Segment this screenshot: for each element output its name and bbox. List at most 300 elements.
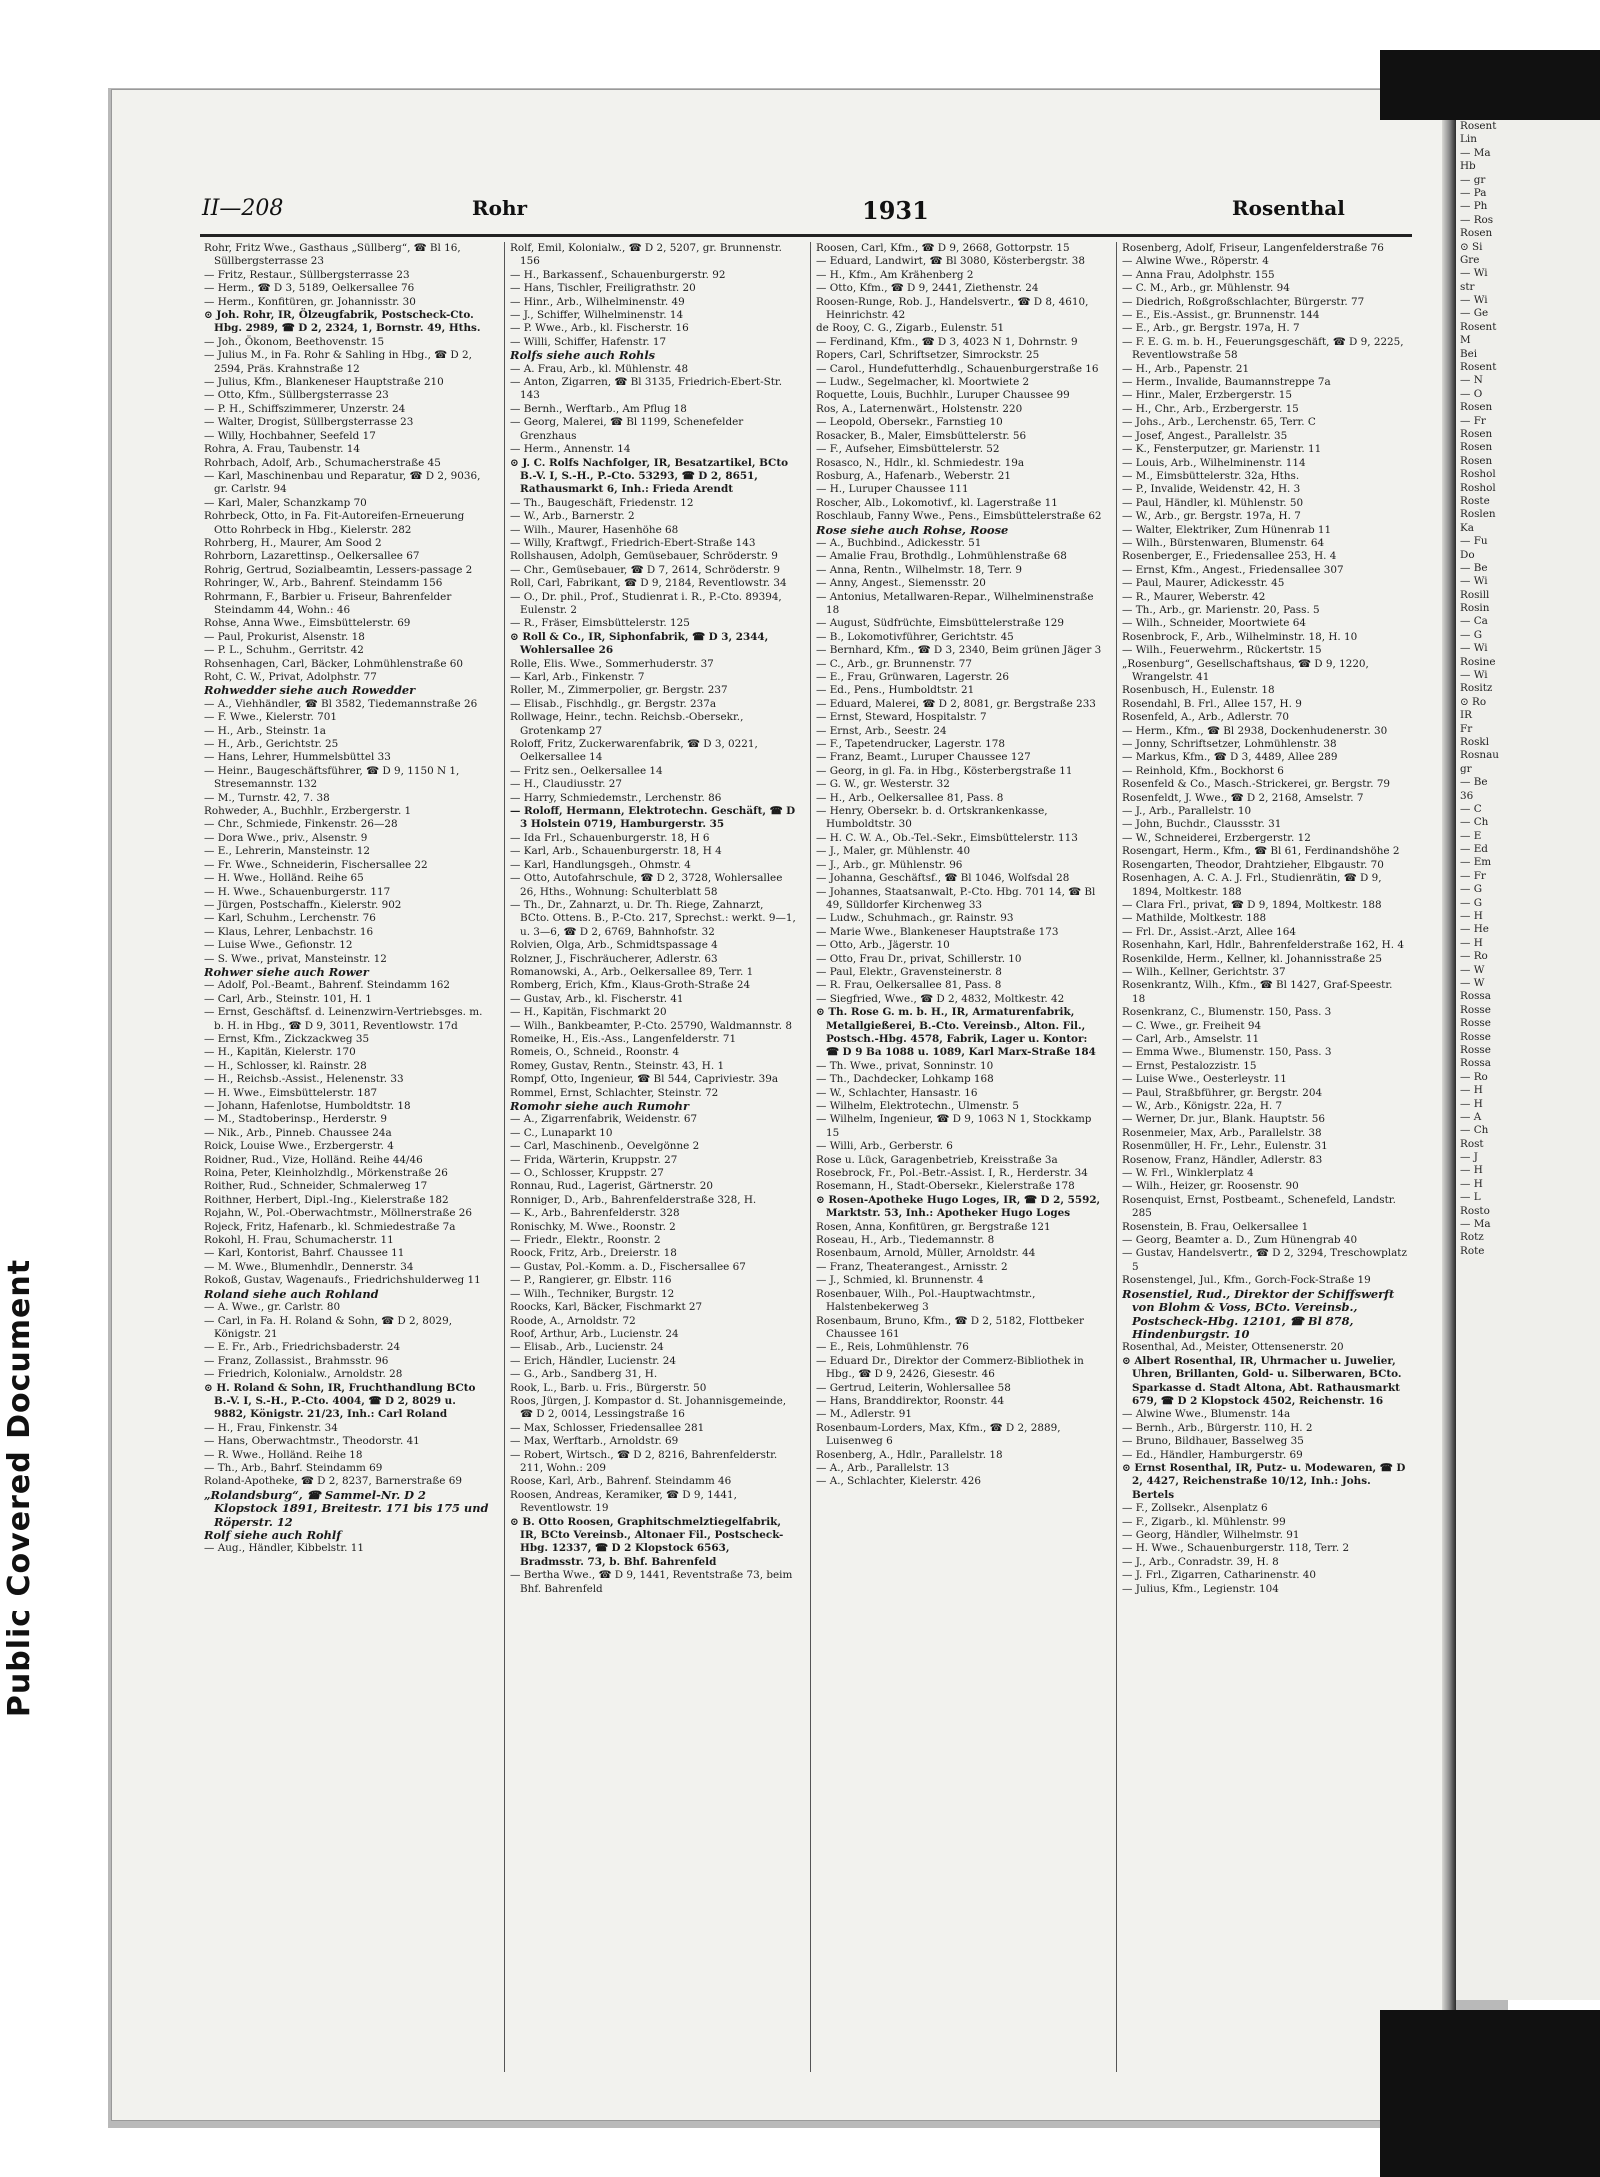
directory-entry: — B., Lokomotivführer, Gerichtstr. 45 xyxy=(816,630,1014,643)
directory-entry: ⊙ Roll & Co., IR, Siphonfabrik, ☎ D 3, 2344, Wohlersallee 26 xyxy=(510,630,769,657)
directory-entry: — Willy, Hochbahner, Seefeld 17 xyxy=(204,429,376,442)
directory-entry: — Willi, Arb., Gerberstr. 6 xyxy=(816,1140,953,1153)
directory-column-1 xyxy=(204,242,490,2072)
directory-entry: — M., Eimsbüttelerstr. 32a, Hths. xyxy=(1122,469,1300,482)
directory-entry: — Mathilde, Moltkestr. 188 xyxy=(1122,912,1267,925)
directory-entry: — A., Schlachter, Kielerstr. 426 xyxy=(816,1475,981,1488)
directory-entry: — W., Arb., gr. Bergstr. 197a, H. 7 xyxy=(1122,510,1301,523)
directory-entry: — Bernh., Arb., Bürgerstr. 110, H. 2 xyxy=(1122,1421,1313,1434)
directory-entry: — H., Reichsb.-Assist., Helenenstr. 33 xyxy=(204,1073,404,1086)
directory-entry: — Carl, Maschinenb., Oevelgönne 2 xyxy=(510,1140,700,1153)
next-page-fragment: — H xyxy=(1460,910,1483,923)
directory-entry: — Alwine Wwe., Blumenstr. 14a xyxy=(1122,1408,1291,1421)
next-page-fragment: — A xyxy=(1460,1110,1482,1123)
directory-entry: — Jonny, Schriftsetzer, Lohmühlenstr. 38 xyxy=(1122,738,1337,751)
directory-entry: — Aug., Händler, Kibbelstr. 11 xyxy=(204,1542,364,1555)
directory-entry: — Willy, Kraftwgf., Friedrich-Ebert-Straße 143 xyxy=(510,536,756,549)
directory-entry: Rohr, Fritz Wwe., Gasthaus „Süllberg“, ☎ Bl 16, Süllbergsterrasse 23 xyxy=(204,242,461,268)
next-page-fragment: — H xyxy=(1460,936,1483,949)
directory-entry: Ronischky, M. Wwe., Roonstr. 2 xyxy=(510,1220,676,1233)
directory-entry: — Walter, Drogist, Süllbergsterrasse 23 xyxy=(204,416,414,429)
directory-entry: — John, Buchdr., Claussstr. 31 xyxy=(1122,818,1282,831)
next-page-fragment: — H xyxy=(1460,1084,1483,1097)
directory-entry: — Th., Dachdecker, Lohkamp 168 xyxy=(816,1073,994,1086)
directory-entry: Rohrbeck, Otto, in Fa. Fit-Autoreifen-Erneuerung Otto Rohrbeck in Hbg., Kielerstr. 282 xyxy=(204,510,465,536)
next-page-fragment: Rosen xyxy=(1460,227,1493,240)
next-page-fragment: Rosse xyxy=(1460,1003,1491,1016)
directory-entry: — Paul, Maurer, Adickesstr. 45 xyxy=(1122,577,1285,590)
next-page-fragment: Roskl xyxy=(1460,735,1490,748)
directory-entry: — Joh., Ökonom, Beethovenstr. 15 xyxy=(204,335,385,348)
directory-entry: Romanowski, A., Arb., Oelkersallee 89, Terr. 1 xyxy=(510,965,754,978)
scan-border-top xyxy=(1380,50,1600,120)
directory-entry: Romey, Gustav, Rentn., Steinstr. 43, H. 1 xyxy=(510,1059,725,1072)
directory-entry: — Ernst, Arb., Seestr. 24 xyxy=(816,724,947,737)
directory-entry: — Gertrud, Leiterin, Wohlersallee 58 xyxy=(816,1381,1011,1394)
directory-entry: — Otto, Frau Dr., privat, Schillerstr. 10 xyxy=(816,952,1022,965)
next-page-fragment: Rosen xyxy=(1460,454,1493,467)
column-divider xyxy=(1116,242,1117,2072)
next-page-fragment: — Pa xyxy=(1460,186,1487,199)
next-page-fragment: — G xyxy=(1460,883,1482,896)
directory-entry: Rohrig, Gertrud, Sozialbeamtin, Lessers-passage 2 xyxy=(204,563,473,576)
directory-entry: Rosenbusch, H., Eulenstr. 18 xyxy=(1122,684,1275,697)
next-page-fragment: Rosse xyxy=(1460,1017,1491,1030)
directory-entry: — R., Maurer, Weberstr. 42 xyxy=(1122,590,1266,603)
directory-entry: — Siegfried, Wwe., ☎ D 2, 4832, Moltkestr. 42 xyxy=(816,992,1065,1005)
directory-entry: Rosacker, B., Maler, Eimsbüttelerstr. 56 xyxy=(816,429,1027,442)
directory-entry: ⊙ H. Roland & Sohn, IR, Fruchthandlung BCto B.-V. I, S.-H., P.-Cto. 4004, ☎ D 2, 8029 u. 9882, Königstr. 21/23, Inh.: Carl Roland xyxy=(204,1381,476,1421)
next-page-fragment: — Ros xyxy=(1460,213,1494,226)
directory-entry: — H., Frau, Finkenstr. 34 xyxy=(204,1421,338,1434)
directory-entry: Rohrborn, Lazarettinsp., Oelkersallee 67 xyxy=(204,550,420,563)
directory-entry: — R. Wwe., Holländ. Reihe 18 xyxy=(204,1448,363,1461)
directory-entry: — C., Lunaparkt 10 xyxy=(510,1126,613,1139)
directory-entry: — Gustav, Pol.-Komm. a. D., Fischersallee 67 xyxy=(510,1260,746,1273)
directory-entry: — Alwine Wwe., Röperstr. 4 xyxy=(1122,255,1269,268)
directory-entry: Rosenquist, Ernst, Postbeamt., Schenefeld, Landstr. 285 xyxy=(1122,1193,1396,1220)
page-header xyxy=(202,190,1422,230)
next-page-fragment: — Ma xyxy=(1460,146,1491,159)
directory-entry: ⊙ Ernst Rosenthal, IR, Putz- u. Modewaren, ☎ D 2, 4427, Reichenstraße 10/12, Inh.: Johs. Bertels xyxy=(1122,1461,1406,1501)
directory-entry: — Ernst, Geschäftsf. d. Leinenzwirn-Vertriebsges. m. b. H. in Hbg., ☎ D 9, 3011, Reventlowstr. 17d xyxy=(204,1006,483,1032)
directory-column-4 xyxy=(1122,242,1408,2072)
directory-entry: — Herm., Invalide, Baumannstreppe 7a xyxy=(1122,376,1331,389)
next-page-fragment: 36 xyxy=(1460,789,1474,802)
directory-entry: — Willi, Schiffer, Hafenstr. 17 xyxy=(510,335,667,348)
next-page-fragment: Rosse xyxy=(1460,1030,1491,1043)
directory-entry: Rosenmeier, Max, Arb., Parallelstr. 38 xyxy=(1122,1126,1322,1139)
directory-entry: Roocks, Karl, Bäcker, Fischmarkt 27 xyxy=(510,1301,703,1314)
directory-entry: — Anna Frau, Adolphstr. 155 xyxy=(1122,268,1275,281)
directory-entry: Rohweder, A., Buchhlr., Erzbergerstr. 1 xyxy=(204,805,412,818)
directory-entry: — C., Arb., gr. Brunnenstr. 77 xyxy=(816,657,972,670)
directory-entry: — E. Fr., Arb., Friedrichsbaderstr. 24 xyxy=(204,1341,401,1354)
directory-entry: Roosen-Runge, Rob. J., Handelsvertr., ☎ D 8, 4610, Heinrichstr. 42 xyxy=(816,295,1089,322)
directory-entry: — P., Rangierer, gr. Elbstr. 116 xyxy=(510,1274,672,1287)
next-page-fragment: Rosen xyxy=(1460,441,1493,454)
directory-heading: „Rolandsburg“, ☎ Sammel-Nr. D 2 Klopstock 1891, Breitestr. 171 bis 175 und Röperstr. 12 xyxy=(204,1487,489,1529)
directory-entry: — Ed., Pens., Humboldtstr. 21 xyxy=(816,684,975,697)
directory-entry: Rolzner, J., Fischräucherer, Adlerstr. 63 xyxy=(510,952,718,965)
directory-heading: Romohr siehe auch Rumohr xyxy=(510,1099,689,1113)
directory-entry: Rohrbach, Adolf, Arb., Schumacherstraße 45 xyxy=(204,456,441,469)
directory-entry: — H. Wwe., Eimsbüttelerstr. 187 xyxy=(204,1086,378,1099)
directory-entry: — E., Eis.-Assist., gr. Brunnenstr. 144 xyxy=(1122,309,1320,322)
next-page-fragment: Ka xyxy=(1460,521,1474,534)
next-page-fragment: — E xyxy=(1460,829,1482,842)
next-page-fragment: Rositz xyxy=(1460,682,1493,695)
directory-entry: Rosenfeld, A., Arb., Adlerstr. 70 xyxy=(1122,711,1290,724)
directory-entry: Rollwage, Heinr., techn. Reichsb.-Obersekr., Grotenkamp 27 xyxy=(510,711,744,737)
directory-entry: — Wilhelm, Elektrotechn., Ulmenstr. 5 xyxy=(816,1100,1019,1112)
directory-entry: — Fritz, Restaur., Süllbergsterrasse 23 xyxy=(204,268,410,281)
next-page-fragment: Rost xyxy=(1460,1137,1484,1150)
directory-entry: — W., Arb., Königstr. 22a, H. 7 xyxy=(1122,1100,1283,1112)
directory-entry: — Franz, Beamt., Luruper Chaussee 127 xyxy=(816,751,1031,764)
next-page-fragment: — Wi xyxy=(1460,642,1488,655)
directory-entry: Roller, M., Zimmerpolier, gr. Bergstr. 237 xyxy=(510,684,728,697)
next-page-fragment: Roshol xyxy=(1460,468,1496,481)
directory-entry: ⊙ Albert Rosenthal, IR, Uhrmacher u. Juwelier, Uhren, Brillanten, Gold- u. Silberwaren, BCto. Sparkasse d. Stadt Altona, Abt. Rathausmarkt 679, ☎ D 2 Klopstock 4502, Reichenstr. 16 xyxy=(1122,1354,1402,1407)
directory-heading: Rohwedder siehe auch Rowedder xyxy=(204,683,416,698)
next-page-fragment: Rosent xyxy=(1460,361,1497,374)
directory-entry: — Chr., Gemüsebauer, ☎ D 7, 2614, Schröderstr. 9 xyxy=(510,563,780,576)
next-page-fragment: — Fr xyxy=(1460,869,1486,882)
directory-entry: Roither, Rud., Schneider, Schmalerweg 17 xyxy=(204,1180,428,1193)
next-page-fragment: — gr xyxy=(1460,173,1486,186)
directory-entry: Rollshausen, Adolph, Gemüsebauer, Schröderstr. 9 xyxy=(510,550,778,563)
directory-entry: — Elisab., Arb., Lucienstr. 24 xyxy=(510,1341,664,1354)
directory-entry: Rosenbauer, Wilh., Pol.-Hauptwachtmstr., Halstenbekerweg 3 xyxy=(816,1287,1036,1314)
side-stamp: Public Covered Document xyxy=(2,1258,37,1718)
directory-entry: — K., Fensterputzer, gr. Marienstr. 11 xyxy=(1122,443,1322,456)
directory-entry: — S. Wwe., privat, Mansteinstr. 12 xyxy=(204,952,387,965)
directory-entry: — H. Wwe., Holländ. Reihe 65 xyxy=(204,872,364,885)
directory-entry: Rojahn, W., Pol.-Oberwachtmstr., Möllnerstraße 26 xyxy=(204,1207,473,1220)
directory-entry: Ropers, Carl, Schriftsetzer, Simrockstr. 25 xyxy=(816,349,1040,362)
next-page-fragment: — Ch xyxy=(1460,816,1489,829)
directory-entry: Rosenstengel, Jul., Kfm., Gorch-Fock-Straße 19 xyxy=(1122,1274,1371,1287)
directory-entry: — Carol., Hundefutterhdlg., Schauenburgerstraße 16 xyxy=(816,362,1099,375)
directory-entry: — A., Arb., Parallelstr. 13 xyxy=(816,1461,950,1474)
directory-entry: Roose, Karl, Arb., Bahrenf. Steindamm 46 xyxy=(510,1475,732,1488)
directory-entry: Rosenmüller, H. Fr., Lehr., Eulenstr. 31 xyxy=(1122,1140,1328,1153)
directory-entry: — Ernst, Steward, Hospitalstr. 7 xyxy=(816,711,987,724)
directory-entry: — H. Wwe., Schauenburgerstr. 117 xyxy=(204,885,391,898)
directory-entry: — Louis, Arb., Wilhelminenstr. 114 xyxy=(1122,456,1306,469)
directory-entry: de Rooy, C. G., Zigarb., Eulenstr. 51 xyxy=(816,322,1005,335)
directory-entry: — Eduard, Malerei, ☎ D 2, 8081, gr. Bergstraße 233 xyxy=(816,697,1096,710)
directory-entry: Rolvien, Olga, Arb., Schmidtspassage 4 xyxy=(510,939,718,952)
next-page-fragment: Rosine xyxy=(1460,655,1496,668)
directory-entry: ⊙ B. Otto Roosen, Graphitschmelztiegelfabrik, IR, BCto Vereinsb., Altonaer Fil., Postscheck-Hbg. 12337, ☎ D 2 Klopstock 6563, Bradmsstr. 73, b. Bhf. Bahrenfeld xyxy=(510,1515,784,1568)
directory-entry: — W., Schneiderei, Erzbergerstr. 12 xyxy=(1122,831,1311,844)
next-page-fragment: Rosill xyxy=(1460,588,1490,601)
directory-entry: — E., Lehrerin, Mansteinstr. 12 xyxy=(204,845,370,858)
next-page-fragment: — N xyxy=(1460,374,1483,387)
directory-entry: — H., Kapitän, Fischmarkt 20 xyxy=(510,1006,667,1019)
directory-entry: — Chr., Schmiede, Finkenstr. 26—28 xyxy=(204,818,398,831)
directory-entry: Romberg, Erich, Kfm., Klaus-Groth-Straße 24 xyxy=(510,979,751,992)
directory-entry: — Hans, Tischler, Freiligrathstr. 20 xyxy=(510,282,696,295)
next-page-fragment: Hb xyxy=(1460,160,1476,173)
directory-entry: — Franz, Zollassist., Brahmsstr. 96 xyxy=(204,1354,389,1367)
directory-entry: — Johs., Arb., Lerchenstr. 65, Terr. C xyxy=(1122,416,1316,429)
directory-entry: — Markus, Kfm., ☎ D 3, 4489, Allee 289 xyxy=(1122,751,1338,764)
next-page-fragment: Rosin xyxy=(1460,602,1490,615)
next-page-fragment: — H xyxy=(1460,1097,1483,1110)
directory-entry: — Georg, in gl. Fa. in Hbg., Kösterbergstraße 11 xyxy=(816,764,1073,777)
next-page-fragment: — Ge xyxy=(1460,307,1489,320)
directory-entry: Romeis, O., Schneid., Roonstr. 4 xyxy=(510,1046,680,1059)
directory-entry: — Julius, Kfm., Blankeneser Hauptstraße 210 xyxy=(204,376,444,389)
directory-column-2 xyxy=(510,242,796,2072)
directory-entry: ⊙ Th. Rose G. m. b. H., IR, Armaturenfabrik, Metallgießerei, B.-Cto. Vereinsb., Alton. Fil., Postsch.-Hbg. 4578, Fabrik, Lager u. Kontor: ☎ D 9 Ba 1088 u. 1089, Karl Marx-Straße 184 xyxy=(816,1006,1096,1059)
directory-entry: ⊙ J. C. Rolfs Nachfolger, IR, Besatzartikel, BCto B.-V. I, S.-H., P.-Cto. 53293, ☎ D 2, 8651, Rathausmarkt 6, Inh.: Frieda Arendt xyxy=(510,456,789,496)
directory-entry: — Georg, Händler, Wilhelmstr. 91 xyxy=(1122,1529,1300,1541)
directory-entry: — Antonius, Metallwaren-Repar., Wilhelminenstraße 18 xyxy=(816,590,1094,616)
directory-entry: — P., Invalide, Weidenstr. 42, H. 3 xyxy=(1122,483,1301,496)
directory-entry: — Ernst, Kfm., Zickzackweg 35 xyxy=(204,1032,370,1045)
next-page-fragment: IR xyxy=(1460,709,1472,722)
next-page-fragment: Rosen xyxy=(1460,401,1493,414)
directory-entry: — Georg, Beamter a. D., Zum Hünengrab 40 xyxy=(1122,1234,1358,1247)
directory-entry: Rosenkranz, C., Blumenstr. 150, Pass. 3 xyxy=(1122,1006,1332,1019)
next-page-fragment: — J xyxy=(1460,1151,1478,1164)
directory-entry: Rolle, Elis. Wwe., Sommerhuderstr. 37 xyxy=(510,657,714,670)
directory-entry: Rojeck, Fritz, Hafenarb., kl. Schmiedestraße 7a xyxy=(204,1220,456,1233)
next-page-fragment: ⊙ Ro xyxy=(1460,695,1487,708)
next-page-fragment: — Ca xyxy=(1460,615,1488,628)
directory-entry: — H., Arb., Gerichtstr. 25 xyxy=(204,738,339,751)
directory-entry: — Herm., Konfitüren, gr. Johannisstr. 30 xyxy=(204,295,416,308)
directory-entry: — F., Zollsekr., Alsenplatz 6 xyxy=(1122,1502,1268,1515)
directory-entry: — Clara Frl., privat, ☎ D 9, 1894, Moltkestr. 188 xyxy=(1122,898,1382,911)
next-page-fragment: M xyxy=(1460,334,1471,347)
directory-entry: — H. C. W. A., Ob.-Tel.-Sekr., Eimsbüttelerstr. 113 xyxy=(816,831,1078,844)
directory-entry: — Wilh., Techniker, Burgstr. 12 xyxy=(510,1287,675,1300)
directory-entry: — Herm., ☎ D 3, 5189, Oelkersallee 76 xyxy=(204,282,415,295)
directory-entry: — Georg, Malerei, ☎ Bl 1199, Schenefelder Grenzhaus xyxy=(510,416,744,442)
directory-entry: Rosburg, A., Hafenarb., Weberstr. 21 xyxy=(816,469,1011,482)
header-keyword-left: Rohr xyxy=(472,196,528,220)
directory-entry: Romeike, H., Eis.-Ass., Langenfelderstr. 71 xyxy=(510,1032,737,1045)
next-page-fragment: Rossa xyxy=(1460,990,1491,1003)
directory-entry: — C. Wwe., gr. Freiheit 94 xyxy=(1122,1019,1262,1032)
next-page-fragment: — Be xyxy=(1460,776,1488,789)
directory-entry: — Karl, Handlungsgeh., Ohmstr. 4 xyxy=(510,858,691,871)
directory-entry: Roschlaub, Fanny Wwe., Pens., Eimsbüttelerstraße 62 xyxy=(816,510,1102,523)
directory-entry: — J., Schmied, kl. Brunnenstr. 4 xyxy=(816,1274,984,1287)
directory-entry: Rosenkrantz, Wilh., Kfm., ☎ Bl 1427, Graf-Speestr. 18 xyxy=(1122,979,1393,1005)
directory-entry: — F. E. G. m. b. H., Feuerungsgeschäft, ☎ D 9, 2225, Reventlowstraße 58 xyxy=(1122,335,1404,362)
directory-entry: Rosenow, Franz, Händler, Adlerstr. 83 xyxy=(1122,1153,1323,1166)
directory-entry: — A., Buchbind., Adickesstr. 51 xyxy=(816,536,982,549)
directory-entry: — Johannes, Staatsanwalt, P.-Cto. Hbg. 701 14, ☎ Bl 49, Sülldorfer Kirchenweg 33 xyxy=(816,885,1096,911)
directory-entry: Rose u. Lück, Garagenbetrieb, Kreisstraße 3a xyxy=(816,1153,1058,1166)
next-page-fragment: — He xyxy=(1460,923,1489,936)
directory-entry: — J. Frl., Zigarren, Catharinenstr. 40 xyxy=(1122,1569,1317,1582)
next-page-fragment: Rosnau xyxy=(1460,749,1499,762)
directory-entry: Roseau, H., Arb., Tiedemannstr. 8 xyxy=(816,1234,995,1247)
directory-entry: — R., Fräser, Eimsbüttelerstr. 125 xyxy=(510,617,690,630)
directory-entry: — Paul, Händler, kl. Mühlenstr. 50 xyxy=(1122,496,1304,509)
next-page-fragment: — Ch xyxy=(1460,1124,1489,1137)
directory-entry: — Dora Wwe., priv., Alsenstr. 9 xyxy=(204,831,368,844)
directory-entry: Roode, A., Arnoldstr. 72 xyxy=(510,1314,636,1327)
directory-entry: — Carl, Arb., Amselstr. 11 xyxy=(1122,1032,1260,1045)
directory-entry: — H., Claudiusstr. 27 xyxy=(510,778,622,791)
directory-heading: Roland siehe auch Rohland xyxy=(204,1286,379,1301)
directory-entry: Rosenhahn, Karl, Hdlr., Bahrenfelderstraße 162, H. 4 xyxy=(1122,939,1404,952)
directory-entry: — A., Zigarrenfabrik, Weidenstr. 67 xyxy=(510,1113,698,1126)
directory-entry: — Bruno, Bildhauer, Basselweg 35 xyxy=(1122,1435,1304,1448)
directory-entry: — Paul, Straßbführer, gr. Bergstr. 204 xyxy=(1122,1086,1323,1099)
directory-entry: „Rosenburg“, Gesellschaftshaus, ☎ D 9, 1220, Wrangelstr. 41 xyxy=(1122,657,1369,683)
directory-entry: — Bernhard, Kfm., ☎ D 3, 2340, Beim grünen Jäger 3 xyxy=(816,644,1102,657)
directory-entry: — Franz, Theaterangest., Arnisstr. 2 xyxy=(816,1260,1008,1273)
directory-heading: Rohwer siehe auch Rower xyxy=(204,964,369,979)
next-page-fragment: — Ed xyxy=(1460,843,1488,856)
directory-entry: — Th., Arb., Bahrf. Steindamm 69 xyxy=(204,1461,383,1474)
directory-entry: — J., Arb., gr. Mühlenstr. 96 xyxy=(816,858,963,871)
directory-entry: — Th. Wwe., privat, Sonninstr. 10 xyxy=(816,1059,994,1072)
directory-entry: — Gustav, Arb., kl. Fischerstr. 41 xyxy=(510,992,684,1005)
directory-entry: — Otto, Arb., Jägerstr. 10 xyxy=(816,939,950,952)
next-page-fragment: — Wi xyxy=(1460,267,1488,280)
directory-entry: — Julius, Kfm., Legienstr. 104 xyxy=(1122,1582,1279,1595)
directory-entry: Rosenbaum, Bruno, Kfm., ☎ D 2, 5182, Flottbeker Chaussee 161 xyxy=(816,1314,1084,1340)
directory-entry: Rosenstein, B. Frau, Oelkersallee 1 xyxy=(1122,1220,1309,1233)
directory-entry: Rohse, Anna Wwe., Eimsbüttelerstr. 69 xyxy=(204,617,411,630)
directory-entry: Ronniger, D., Arb., Bahrenfelderstraße 328, H. xyxy=(510,1193,757,1206)
next-page-fragment: — Fu xyxy=(1460,535,1488,548)
directory-entry: — Anny, Angest., Siemensstr. 20 xyxy=(816,577,986,590)
directory-entry: Rosenthal, Ad., Meister, Ottensenerstr. 20 xyxy=(1122,1341,1344,1354)
directory-entry: Rosenbaum, Arnold, Müller, Arnoldstr. 44 xyxy=(816,1247,1036,1260)
directory-entry: — P. H., Schiffszimmerer, Unzerstr. 24 xyxy=(204,402,406,415)
directory-entry: — M., Stadtoberinsp., Herderstr. 9 xyxy=(204,1113,387,1126)
next-page-fragment: — Ma xyxy=(1460,1218,1491,1231)
directory-entry: — Ferdinand, Kfm., ☎ D 3, 4023 N 1, Dohrnstr. 9 xyxy=(816,335,1078,348)
directory-entry: Rokoß, Gustav, Wagenaufs., Friedrichshulderweg 11 xyxy=(204,1274,481,1287)
directory-entry: — Robert, Wirtsch., ☎ D 2, 8216, Bahrenfelderstr. 211, Wohn.: 209 xyxy=(510,1448,778,1474)
directory-entry: Rosenhagen, A. C. A. J. Frl., Studienrätin, ☎ D 9, 1894, Moltkestr. 188 xyxy=(1122,872,1382,898)
next-page-fragment: Do xyxy=(1460,548,1475,561)
directory-entry: Rohringer, W., Arb., Bahrenf. Steindamm 156 xyxy=(204,577,443,590)
directory-entry: — Reinhold, Kfm., Bockhorst 6 xyxy=(1122,764,1284,777)
directory-entry: — Th., Dr., Zahnarzt, u. Dr. Th. Riege, Zahnarzt, BCto. Ottens. B., P.-Cto. 217, Sprechst.: werkt. 9—1, u. 3—6, ☎ D 2, 6769, Bahnhofstr. 32 xyxy=(510,898,796,938)
directory-entry: — H., Kapitän, Kielerstr. 170 xyxy=(204,1046,356,1059)
header-rule xyxy=(200,234,1412,237)
directory-entry: — Adolf, Pol.-Beamt., Bahrenf. Steindamm 162 xyxy=(204,979,450,992)
next-page-fragment: — H xyxy=(1460,1164,1483,1177)
directory-entry: Roht, C. W., Privat, Adolphstr. 77 xyxy=(204,671,377,683)
directory-entry: — Anton, Zigarren, ☎ Bl 3135, Friedrich-Ebert-Str. 143 xyxy=(510,376,783,402)
directory-entry: — Friedrich, Kolonialw., Arnoldstr. 28 xyxy=(204,1368,403,1381)
directory-entry: — A., Viehhändler, ☎ Bl 3582, Tiedemannstraße 26 xyxy=(204,697,478,710)
directory-entry: Roland-Apotheke, ☎ D 2, 8237, Barnerstraße 69 xyxy=(204,1475,462,1488)
directory-entry: — H., Schlosser, kl. Rainstr. 28 xyxy=(204,1059,367,1072)
directory-column-3 xyxy=(816,242,1102,2072)
directory-entry: Rokohl, H. Frau, Schumacherstr. 11 xyxy=(204,1234,394,1247)
next-page-fragment: — L xyxy=(1460,1191,1481,1204)
next-page-fragment: — Wi xyxy=(1460,294,1488,307)
directory-entry: Rohra, A. Frau, Taubenstr. 14 xyxy=(204,443,360,456)
directory-entry: — Amalie Frau, Brothdlg., Lohmühlenstraße 68 xyxy=(816,550,1067,563)
directory-entry: Roithner, Herbert, Dipl.-Ing., Kielerstraße 182 xyxy=(204,1193,449,1206)
next-page-fragment: Gre xyxy=(1460,253,1480,266)
next-page-fragment: Roste xyxy=(1460,494,1490,507)
directory-entry: — Emma Wwe., Blumenstr. 150, Pass. 3 xyxy=(1122,1046,1332,1059)
directory-entry: — P. Wwe., Arb., kl. Fischerstr. 16 xyxy=(510,322,689,335)
directory-entry: Roscher, Alb., Lokomotivf., kl. Lagerstraße 11 xyxy=(816,496,1058,509)
directory-entry: — Bernh., Werftarb., Am Pflug 18 xyxy=(510,402,687,415)
directory-entry: — H. Wwe., Schauenburgerstr. 118, Terr. 2 xyxy=(1122,1542,1350,1555)
directory-entry: — Johann, Hafenlotse, Humboldtstr. 18 xyxy=(204,1100,411,1112)
directory-entry: — August, Südfrüchte, Eimsbüttelerstraße 129 xyxy=(816,617,1065,630)
directory-entry: — Josef, Angest., Parallelstr. 35 xyxy=(1122,429,1288,442)
directory-heading: Rose siehe auch Rohse, Roose xyxy=(816,522,1009,537)
directory-entry: — Wilh., Schneider, Moortwiete 64 xyxy=(1122,617,1306,630)
directory-entry: Roquette, Louis, Buchhlr., Luruper Chaussee 99 xyxy=(816,389,1070,402)
directory-entry: — F., Aufseher, Eimsbüttelerstr. 52 xyxy=(816,443,1000,456)
directory-entry: — Diedrich, Roßgroßschlachter, Bürgerstr. 77 xyxy=(1122,295,1365,308)
directory-entry: — W., Schlachter, Hansastr. 16 xyxy=(816,1086,978,1099)
directory-entry: — Herm., Kfm., ☎ Bl 2938, Dockenhudenerstr. 30 xyxy=(1122,724,1388,737)
directory-entry: Rommel, Ernst, Schlachter, Steinstr. 72 xyxy=(510,1086,719,1099)
directory-entry: — Hinr., Arb., Wilhelminenstr. 49 xyxy=(510,295,685,308)
next-page-fragment: — G xyxy=(1460,628,1482,641)
directory-entry: — Marie Wwe., Blankeneser Hauptstraße 173 xyxy=(816,925,1059,938)
directory-entry: Rohsenhagen, Carl, Bäcker, Lohmühlenstraße 60 xyxy=(204,657,464,670)
header-keyword-right: Rosenthal xyxy=(1232,196,1345,220)
directory-entry: — H., Arb., Papenstr. 21 xyxy=(1122,362,1250,375)
next-page-fragment: Roshol xyxy=(1460,481,1496,494)
directory-entry: Rosenfeld & Co., Masch.-Strickerei, gr. Bergstr. 79 xyxy=(1122,778,1391,791)
directory-entry: — G., Arb., Sandberg 31, H. xyxy=(510,1368,658,1381)
directory-entry: ⊙ Joh. Rohr, IR, Ölzeugfabrik, Postscheck-Cto. Hbg. 2989, ☎ D 2, 2324, 1, Bornstr. 49, Hths. xyxy=(204,309,481,335)
directory-entry: Rolf, Emil, Kolonialw., ☎ D 2, 5207, gr. Brunnenstr. 156 xyxy=(510,242,782,268)
directory-entry: — Klaus, Lehrer, Lenbachstr. 16 xyxy=(204,925,374,938)
directory-entry: — Hans, Oberwachtmstr., Theodorstr. 41 xyxy=(204,1435,420,1448)
directory-entry: — G. W., gr. Westerstr. 32 xyxy=(816,778,950,791)
directory-entry: — M. Wwe., Blumenhdlr., Dennerstr. 34 xyxy=(204,1260,414,1273)
directory-entry: — Frida, Wärterin, Kruppstr. 27 xyxy=(510,1153,678,1166)
directory-entry: Rosengarten, Theodor, Drahtzieher, Elbgaustr. 70 xyxy=(1122,858,1384,871)
directory-entry: — E., Reis, Lohmühlenstr. 76 xyxy=(816,1341,969,1354)
directory-entry: — O., Schlosser, Kruppstr. 27 xyxy=(510,1167,664,1180)
directory-entry: — Werner, Dr. jur., Blank. Hauptstr. 56 xyxy=(1122,1113,1326,1126)
directory-entry: — J., Schiffer, Wilhelminenstr. 14 xyxy=(510,309,684,322)
directory-entry: — M., Turnstr. 42, 7. 38 xyxy=(204,791,330,804)
directory-entry: — Ernst, Kfm., Angest., Friedensallee 307 xyxy=(1122,563,1344,576)
directory-entry: — Carl, in Fa. H. Roland & Sohn, ☎ D 2, 8029, Königstr. 21 xyxy=(204,1314,453,1340)
directory-entry: — Anna, Rentn., Wilhelmstr. 18, Terr. 9 xyxy=(816,563,1023,576)
directory-entry: — Jürgen, Postschaffn., Kielerstr. 902 xyxy=(204,898,402,911)
directory-entry: — F., Zigarb., kl. Mühlenstr. 99 xyxy=(1122,1515,1286,1528)
directory-entry: — A. Frau, Arb., kl. Mühlenstr. 48 xyxy=(510,362,689,375)
directory-entry: — H., Kfm., Am Krähenberg 2 xyxy=(816,268,974,281)
directory-entry: — H., Chr., Arb., Erzbergerstr. 15 xyxy=(1122,402,1299,415)
directory-entry: — Harry, Schmiedemstr., Lerchenstr. 86 xyxy=(510,791,722,804)
directory-entry: — Wilh., Bürstenwaren, Blumenstr. 64 xyxy=(1122,536,1325,549)
directory-entry: Rompf, Otto, Ingenieur, ☎ Bl 544, Capriviestr. 39a xyxy=(510,1073,779,1086)
next-page-fragment: Rote xyxy=(1460,1244,1485,1257)
directory-entry: — Th., Arb., gr. Marienstr. 20, Pass. 5 xyxy=(1122,603,1320,616)
next-page-fragment: — Be xyxy=(1460,561,1488,574)
